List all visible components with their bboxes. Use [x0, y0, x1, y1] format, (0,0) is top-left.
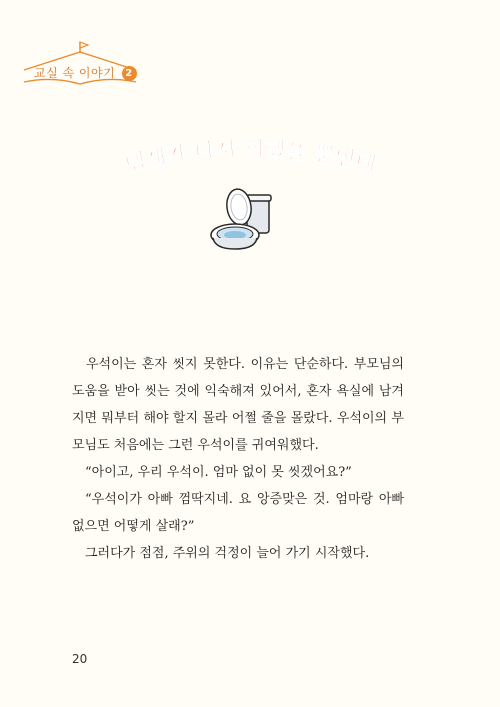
body-text — [72, 351, 404, 567]
chapter-label-text: 교실 속 이야기 — [34, 66, 116, 80]
chapter-label — [34, 64, 137, 81]
chapter-header — [18, 38, 178, 88]
paragraph: 그러다가 점점, 주위의 걱정이 늘어 가기 시작했다. — [85, 546, 370, 561]
toilet-icon — [205, 185, 295, 255]
chapter-number-badge: 2 — [122, 66, 137, 81]
paragraph: 우석이는 혼자 씻지 못한다. 이유는 단순하다. 부모님의 도움을 받아 씻는 것에 익숙해져 있어서, 혼자 욕실에 남겨지면 뭐부터 해야 할지 몰라 어쩔 줄을 몰랐다. 우석이의 부모님도 처음에는 그런 우석이를 귀여워했다. — [72, 357, 404, 453]
paragraph: “아이고, 우리 우석이. 엄마 없이 못 씻겠어요?” — [85, 465, 352, 480]
paragraph: “우석이가 아빠 껌딱지네. 요 앙증맞은 것. 엄마랑 아빠 없으면 어떻게 살래?” — [72, 492, 404, 534]
page-number: 20 — [72, 652, 88, 666]
chapter-title-text: 냄새가 나서 피했을 뿐인데 — [122, 137, 378, 179]
svg-text:냄새가 나서 피했을 뿐인데 — [122, 137, 378, 178]
chapter-title — [100, 125, 400, 185]
